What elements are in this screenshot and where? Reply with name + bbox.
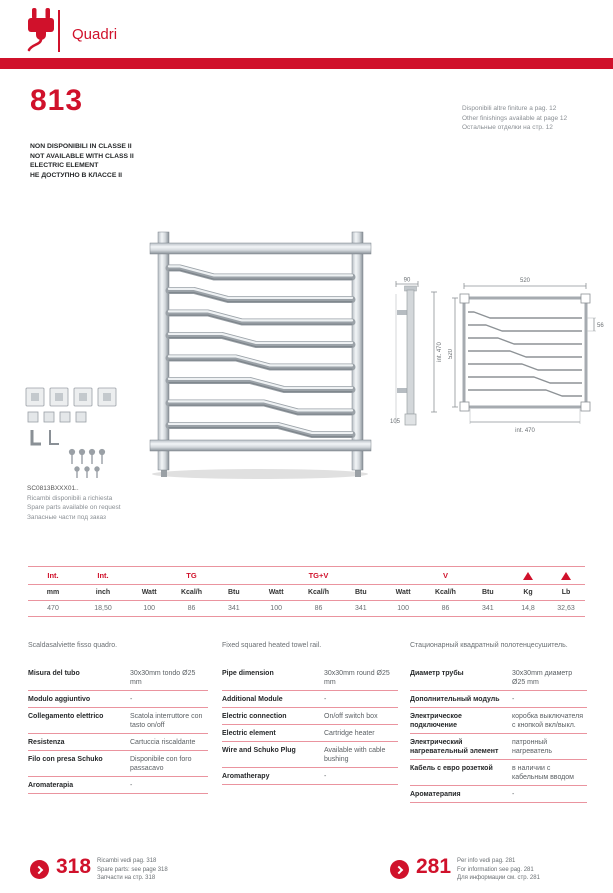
info-page-note-ru: Для информации см. стр. 281: [457, 875, 540, 881]
class-note-ru: НЕ ДОСТУПНО В КЛАССЕ II: [30, 171, 123, 179]
table-units-row: [28, 585, 585, 601]
spec-column-en: [222, 642, 398, 785]
chevron-right-icon: [394, 865, 402, 873]
collection-name: Quadri: [72, 26, 118, 43]
spec-value: -: [512, 696, 515, 703]
spare-page-note-it: Ricambi vedi pag. 318: [97, 858, 157, 864]
spec-value: On/off switch box: [324, 713, 378, 720]
spare-note-it: Ricambi disponibili a richiesta: [27, 494, 113, 502]
spec-label: Электрическое подключение: [410, 713, 462, 729]
finishes-note-it: Disponibili altre finiture a pag. 12: [462, 105, 557, 112]
unit-cell: mm: [28, 585, 78, 601]
spec-label: Electric connection: [222, 713, 287, 720]
value-cell: 100: [128, 601, 170, 617]
spec-label: Resistenza: [28, 739, 65, 746]
info-page-note-it: Per info vedi pag. 281: [457, 858, 516, 864]
spec-row: [222, 725, 398, 742]
spec-title-ru: Стационарный квадратный полотенцесушитель.: [410, 642, 568, 649]
spec-row: [222, 742, 398, 768]
spec-value: Disponibile con foro passacavo: [130, 756, 192, 772]
spec-value: Scatola interruttore con tasto on/off: [130, 713, 203, 729]
group-lb: [547, 567, 585, 585]
plug-icon: [22, 7, 60, 53]
value-cell: 341: [467, 601, 509, 617]
spec-title-it: Scaldasalviette fisso quadro.: [28, 642, 118, 649]
spec-label: Дополнительный модуль: [410, 696, 500, 703]
brand-separator: [58, 10, 60, 52]
table-values-row: [28, 601, 585, 617]
spec-row: [410, 691, 587, 708]
spec-row: [222, 708, 398, 725]
spec-row: [28, 665, 208, 691]
product-photo: [128, 226, 393, 481]
spec-label: Ароматерапия: [410, 791, 461, 798]
technical-table: [28, 566, 585, 617]
finishes-note: [462, 104, 567, 133]
spec-row: [410, 760, 587, 786]
spec-value: патронный нагреватель: [512, 739, 552, 755]
spec-value: Available with cable bushing: [324, 747, 386, 763]
unit-cell: Btu: [467, 585, 509, 601]
spec-value: -: [130, 696, 133, 703]
unit-cell: Lb: [547, 585, 585, 601]
front-view-drawing: [448, 274, 608, 436]
finishes-note-ru: Остальные отделки на стр. 12: [462, 124, 553, 131]
spec-column-it: [28, 642, 208, 794]
front-inner-label: int. 470: [515, 428, 535, 434]
finishes-note-en: Other finishings available at page 12: [462, 114, 568, 122]
spec-row: [28, 708, 208, 734]
spec-label: Pipe dimension: [222, 670, 274, 677]
spec-label: Aromaterapia: [28, 782, 74, 789]
spec-row: [28, 777, 208, 794]
spare-code: SC0813BXXX01..: [27, 485, 79, 492]
group-int-mm: Int.: [28, 567, 78, 585]
spec-value: -: [324, 773, 327, 780]
spec-title-en: Fixed squared heated towel rail.: [222, 642, 322, 649]
unit-cell: Kg: [509, 585, 547, 601]
value-cell: 86: [170, 601, 212, 617]
weight-kg-icon: [523, 572, 533, 580]
front-height-label: 520: [448, 348, 454, 360]
spec-row: [410, 708, 587, 734]
unit-cell: Kcal/h: [297, 585, 339, 601]
spec-label: Modulo aggiuntivo: [28, 696, 91, 703]
spec-value: -: [324, 696, 327, 703]
spec-label: Electric element: [222, 730, 276, 737]
class-note-it: NON DISPONIBILI IN CLASSE II: [30, 143, 132, 150]
spec-row: [222, 768, 398, 785]
front-pitch-label: 56: [597, 323, 604, 329]
spec-value: в наличии с кабельным вводом: [512, 765, 574, 781]
spec-value: 30x30mm tondo Ø25 mm: [130, 670, 196, 686]
unit-cell: Watt: [128, 585, 170, 601]
class-note-en: NOT AVAILABLE WITH CLASS II: [30, 152, 134, 160]
spec-label: Additional Module: [222, 696, 283, 703]
spec-row: [410, 734, 587, 760]
spare-note-en: Spare parts available on request: [27, 504, 121, 511]
spec-label: Диаметр трубы: [410, 670, 464, 677]
spec-label: Misura del tubo: [28, 670, 80, 677]
group-int-inch: Int.: [78, 567, 128, 585]
unit-cell: inch: [78, 585, 128, 601]
unit-cell: Kcal/h: [170, 585, 212, 601]
info-page-note-en: For information see pag. 281: [457, 866, 534, 873]
spec-value: -: [512, 791, 515, 798]
chevron-right-icon: [34, 865, 42, 873]
class-note-en2: ELECTRIC ELEMENT: [30, 162, 99, 169]
value-cell: 100: [382, 601, 424, 617]
value-cell: 18,50: [78, 601, 128, 617]
spec-label: Filo con presa Schuko: [28, 756, 103, 763]
value-cell: 100: [255, 601, 297, 617]
goto-page-icon: [30, 860, 49, 879]
spec-row: [222, 691, 398, 708]
spec-value: коробка выключателя с кнопкой вкл/выкл.: [512, 713, 584, 729]
spare-page-note-ru: Запчасти на стр. 318: [97, 875, 156, 881]
spec-label: Wire and Schuko Plug: [222, 747, 296, 754]
spec-value: Cartuccia riscaldante: [130, 739, 196, 746]
model-number: 813: [30, 84, 84, 117]
spec-row: [28, 691, 208, 708]
side-depth-label: 90: [403, 277, 411, 284]
spec-label: Кабель с евро розеткой: [410, 765, 493, 772]
front-width-label: 520: [519, 278, 531, 284]
weight-lb-icon: [561, 572, 571, 580]
spec-value: 30x30mm диаметр Ø25 mm: [512, 670, 573, 686]
value-cell: 470: [28, 601, 78, 617]
spec-row: [28, 751, 208, 777]
unit-cell: Watt: [382, 585, 424, 601]
goto-page-icon: [390, 860, 409, 879]
value-cell: 341: [340, 601, 382, 617]
unit-cell: Btu: [213, 585, 255, 601]
spec-row: [28, 734, 208, 751]
spec-row: [410, 665, 587, 691]
spec-value: -: [130, 782, 133, 789]
unit-cell: Watt: [255, 585, 297, 601]
side-height-label: int. 470: [437, 342, 443, 362]
spare-page-note: [97, 857, 168, 883]
value-cell: 86: [424, 601, 466, 617]
side-view-drawing: [388, 276, 448, 434]
value-cell: 86: [297, 601, 339, 617]
spec-column-ru: [410, 642, 587, 803]
value-cell: 32,63: [547, 601, 585, 617]
spec-label: Aromatherapy: [222, 773, 270, 780]
info-page-number: 281: [416, 855, 452, 878]
class-note: [30, 142, 134, 180]
spare-page-number: 318: [56, 855, 92, 878]
group-tgv: TG+V: [255, 567, 382, 585]
spare-parts-caption: [27, 484, 121, 522]
unit-cell: Btu: [340, 585, 382, 601]
header-red-band: [0, 58, 613, 69]
value-cell: 341: [213, 601, 255, 617]
group-kg: [509, 567, 547, 585]
spare-parts-image: [24, 386, 124, 481]
spare-page-note-en: Spare parts: see page 318: [97, 866, 168, 873]
group-tg: TG: [128, 567, 255, 585]
group-v: V: [382, 567, 509, 585]
spec-value: Cartridge heater: [324, 730, 375, 737]
spec-label: Электрический нагревательный элемент: [410, 739, 499, 755]
side-element-label: 105: [390, 419, 401, 425]
value-cell: 14,8: [509, 601, 547, 617]
spec-row: [222, 665, 398, 691]
spec-value: 30x30mm round Ø25 mm: [324, 670, 390, 686]
unit-cell: Kcal/h: [424, 585, 466, 601]
table-group-row: [28, 567, 585, 585]
info-page-note: [457, 857, 540, 883]
spec-row: [410, 786, 587, 803]
spec-label: Collegamento elettrico: [28, 713, 104, 720]
spare-note-ru: Запасные части под заказ: [27, 513, 106, 521]
